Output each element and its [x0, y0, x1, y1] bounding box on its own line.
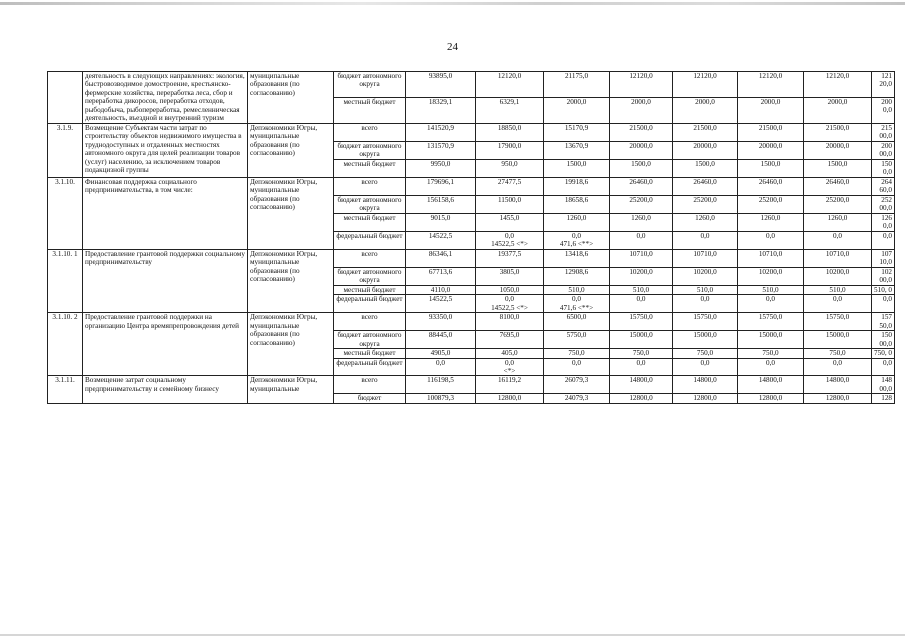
- funding-source: всего: [334, 123, 406, 141]
- amount-cell: 15750,0: [610, 313, 673, 331]
- table-row: [48, 249, 895, 267]
- item-description: деятельность в следующих направлениях: экология, быстровозводимое домостроение, крестьянско-фермерские хозяйства, переработка леса, сбор и переработка дикоросов, переработка отходов, рыбодобыча, рыбопереработка, ремесленническая деятельность, въездной и внутренний туризм: [83, 72, 248, 124]
- amount-cell: 148 00,0: [872, 376, 895, 394]
- amount-cell: 88445,0: [406, 331, 476, 349]
- amount-cell: 510,0: [610, 285, 673, 294]
- amount-cell: 150 00,0: [872, 331, 895, 349]
- amount-cell: 8100,0: [476, 313, 544, 331]
- amount-cell: 100879,3: [406, 394, 476, 403]
- item-responsible: Депэкономики Югры, муниципальные образования (по согласованию): [248, 123, 334, 177]
- amount-cell: 17900,0: [476, 141, 544, 159]
- amount-cell: 510,0: [804, 285, 872, 294]
- amount-cell: 6329,1: [476, 97, 544, 123]
- amount-cell: 1500,0: [610, 159, 673, 177]
- item-description: Финансовая поддержка социального предпринимательства, в том числе:: [83, 177, 248, 249]
- amount-cell: 4905,0: [406, 349, 476, 358]
- amount-footnote: 471,6 <**>: [559, 240, 594, 249]
- amount-cell: 252 00,0: [872, 195, 895, 213]
- funding-source: федеральный бюджет: [334, 358, 406, 376]
- amount-cell: 67713,6: [406, 267, 476, 285]
- amount-cell: 2000,0: [673, 97, 738, 123]
- amount-cell: 25200,0: [804, 195, 872, 213]
- amount-cell: 21500,0: [673, 123, 738, 141]
- item-description: Возмещение Субъектам части затрат по строительству объектов недвижимого имущества в труднодоступных и отдаленных местностях автономного округа для целей реализации товаров (услуг) населению, за исключением товаров подакцизной группы: [83, 123, 248, 177]
- amount-cell: 0,0: [610, 231, 673, 249]
- amount-cell: 1260,0: [804, 213, 872, 231]
- amount-cell: 12800,0: [476, 394, 544, 403]
- item-number: [48, 72, 83, 124]
- amount-cell: 15750,0: [738, 313, 804, 331]
- amount-cell: 0,0: [673, 358, 738, 376]
- funding-source: местный бюджет: [334, 213, 406, 231]
- amount-cell: 2000,0: [544, 97, 610, 123]
- amount-cell: 2000,0: [738, 97, 804, 123]
- funding-source: бюджет: [334, 394, 406, 403]
- amount-cell: 20000,0: [804, 141, 872, 159]
- amount-cell: 200 0,0: [872, 97, 895, 123]
- amount-cell: [476, 358, 544, 376]
- amount-cell: 12800,0: [673, 394, 738, 403]
- amount-cell: 0,0: [610, 295, 673, 313]
- amount-cell: 9950,0: [406, 159, 476, 177]
- amount-cell: 9015,0: [406, 213, 476, 231]
- amount-cell: 5750,0: [544, 331, 610, 349]
- amount-cell: 19918,6: [544, 177, 610, 195]
- amount-cell: 25200,0: [610, 195, 673, 213]
- amount-cell: 12120,0: [673, 72, 738, 98]
- amount-footnote: 14522,5 <*>: [491, 240, 528, 249]
- amount-value: 0,0: [505, 231, 514, 240]
- amount-cell: 0,0: [738, 295, 804, 313]
- amount-cell: 15000,0: [738, 331, 804, 349]
- amount-cell: 10710,0: [610, 249, 673, 267]
- table-row: [48, 72, 895, 98]
- amount-cell: 13418,6: [544, 249, 610, 267]
- amount-cell: 0,0: [610, 358, 673, 376]
- amount-value: 0,0: [505, 358, 514, 367]
- amount-cell: 15000,0: [804, 331, 872, 349]
- amount-cell: 15750,0: [673, 313, 738, 331]
- funding-source: всего: [334, 177, 406, 195]
- amount-value: 0,0: [572, 231, 581, 240]
- amount-cell: 14800,0: [610, 376, 673, 394]
- amount-value: 0,0: [572, 295, 581, 304]
- table-row: [48, 123, 895, 141]
- amount-cell: 4110,0: [406, 285, 476, 294]
- amount-cell: 10200,0: [610, 267, 673, 285]
- amount-cell: 10710,0: [673, 249, 738, 267]
- funding-source: федеральный бюджет: [334, 295, 406, 313]
- amount-footnote: 471,6 <**>: [559, 303, 594, 312]
- table-row: [48, 177, 895, 195]
- budget-table: [47, 71, 895, 404]
- amount-cell: 12120,0: [610, 72, 673, 98]
- amount-cell: 131570,9: [406, 141, 476, 159]
- amount-cell: 0,0: [804, 358, 872, 376]
- amount-cell: 20000,0: [610, 141, 673, 159]
- amount-cell: 121 20,0: [872, 72, 895, 98]
- amount-cell: 0,0: [738, 231, 804, 249]
- item-number: 3.1.9.: [48, 123, 83, 177]
- amount-cell: 0,0: [673, 295, 738, 313]
- amount-cell: 1500,0: [738, 159, 804, 177]
- amount-cell: 157 50,0: [872, 313, 895, 331]
- amount-cell: 26460,0: [673, 177, 738, 195]
- amount-cell: 12120,0: [476, 72, 544, 98]
- amount-cell: 12908,6: [544, 267, 610, 285]
- amount-cell: 18329,1: [406, 97, 476, 123]
- amount-cell: 12800,0: [610, 394, 673, 403]
- amount-cell: 1260,0: [610, 213, 673, 231]
- amount-cell: 750,0: [804, 349, 872, 358]
- amount-cell: 510,0: [544, 285, 610, 294]
- item-responsible: Депэкономики Югры, муниципальные: [248, 376, 334, 403]
- table-row: [48, 313, 895, 331]
- amount-cell: 16119,2: [476, 376, 544, 394]
- funding-source: бюджет автономного округа: [334, 195, 406, 213]
- amount-cell: 179696,1: [406, 177, 476, 195]
- amount-cell: 14800,0: [804, 376, 872, 394]
- amount-cell: 1500,0: [544, 159, 610, 177]
- funding-source: местный бюджет: [334, 285, 406, 294]
- amount-cell: 1260,0: [544, 213, 610, 231]
- amount-cell: 150 0,0: [872, 159, 895, 177]
- amount-cell: 0,0: [673, 231, 738, 249]
- amount-cell: 405,0: [476, 349, 544, 358]
- amount-cell: 126 0,0: [872, 213, 895, 231]
- amount-cell: [476, 295, 544, 313]
- amount-cell: 2000,0: [804, 97, 872, 123]
- scan-edge-bottom: [0, 634, 905, 636]
- amount-cell: 12800,0: [738, 394, 804, 403]
- amount-cell: 107 10,0: [872, 249, 895, 267]
- amount-cell: 102 00,0: [872, 267, 895, 285]
- item-number: 3.1.10. 2: [48, 313, 83, 376]
- funding-source: федеральный бюджет: [334, 231, 406, 249]
- funding-source: всего: [334, 376, 406, 394]
- page-number: 24: [447, 41, 458, 53]
- funding-source: бюджет автономного округа: [334, 141, 406, 159]
- amount-cell: 24079,3: [544, 394, 610, 403]
- item-description: Предоставление грантовой поддержки социальному предпринимательству: [83, 249, 248, 312]
- amount-cell: 750, 0: [872, 349, 895, 358]
- amount-cell: 1050,0: [476, 285, 544, 294]
- funding-source: бюджет автономного округа: [334, 331, 406, 349]
- amount-cell: 0,0: [406, 358, 476, 376]
- amount-cell: 25200,0: [673, 195, 738, 213]
- amount-cell: 116198,5: [406, 376, 476, 394]
- funding-source: всего: [334, 313, 406, 331]
- amount-cell: 21500,0: [610, 123, 673, 141]
- item-responsible: Депэкономики Югры, муниципальные образования (по согласованию): [248, 249, 334, 312]
- amount-cell: 26460,0: [804, 177, 872, 195]
- item-responsible: муниципальные образования (по согласованию): [248, 72, 334, 124]
- amount-cell: [476, 231, 544, 249]
- amount-cell: 1500,0: [673, 159, 738, 177]
- amount-cell: 1260,0: [738, 213, 804, 231]
- amount-footnote: 14522,5 <*>: [491, 303, 528, 312]
- amount-cell: [544, 231, 610, 249]
- amount-cell: 19377,5: [476, 249, 544, 267]
- amount-cell: 10710,0: [804, 249, 872, 267]
- item-number: 3.1.11.: [48, 376, 83, 403]
- amount-cell: 750,0: [544, 349, 610, 358]
- amount-cell: 12120,0: [804, 72, 872, 98]
- amount-cell: 3805,0: [476, 267, 544, 285]
- amount-cell: 15170,9: [544, 123, 610, 141]
- amount-cell: 10200,0: [738, 267, 804, 285]
- amount-cell: 510,0: [738, 285, 804, 294]
- amount-cell: 14522,5: [406, 231, 476, 249]
- amount-cell: 950,0: [476, 159, 544, 177]
- item-description: Возмещение затрат социальному предпринимательству и семейному бизнесу: [83, 376, 248, 403]
- amount-cell: 0,0: [872, 295, 895, 313]
- amount-cell: 2000,0: [610, 97, 673, 123]
- amount-cell: 510, 0: [872, 285, 895, 294]
- amount-cell: 0,0: [804, 231, 872, 249]
- amount-cell: 14522,5: [406, 295, 476, 313]
- table-row: [48, 376, 895, 394]
- amount-cell: 6500,0: [544, 313, 610, 331]
- amount-cell: 750,0: [610, 349, 673, 358]
- funding-source: местный бюджет: [334, 97, 406, 123]
- amount-cell: 15000,0: [673, 331, 738, 349]
- amount-cell: 0,0: [804, 295, 872, 313]
- amount-cell: 264 60,0: [872, 177, 895, 195]
- amount-footnote: <*>: [503, 366, 516, 375]
- amount-cell: 18850,0: [476, 123, 544, 141]
- item-responsible: Депэкономики Югры, муниципальные образования (по согласованию): [248, 313, 334, 376]
- item-description: Предоставление грантовой поддержки на организацию Центра времяпрепровождения детей: [83, 313, 248, 376]
- amount-cell: 14800,0: [738, 376, 804, 394]
- amount-cell: 0,0: [544, 358, 610, 376]
- amount-cell: 1455,0: [476, 213, 544, 231]
- amount-cell: 21175,0: [544, 72, 610, 98]
- amount-cell: 215 00,0: [872, 123, 895, 141]
- amount-cell: 15750,0: [804, 313, 872, 331]
- amount-cell: 93895,0: [406, 72, 476, 98]
- amount-cell: 26079,3: [544, 376, 610, 394]
- amount-cell: 141520,9: [406, 123, 476, 141]
- amount-cell: 20000,0: [673, 141, 738, 159]
- funding-source: всего: [334, 249, 406, 267]
- amount-cell: 510,0: [673, 285, 738, 294]
- amount-cell: 0,0: [738, 358, 804, 376]
- amount-cell: 26460,0: [610, 177, 673, 195]
- amount-cell: 27477,5: [476, 177, 544, 195]
- scan-edge-top: [0, 2, 905, 5]
- amount-cell: 21500,0: [738, 123, 804, 141]
- amount-cell: 21500,0: [804, 123, 872, 141]
- amount-cell: 14800,0: [673, 376, 738, 394]
- item-number: 3.1.10. 1: [48, 249, 83, 312]
- amount-cell: 10200,0: [673, 267, 738, 285]
- amount-cell: 25200,0: [738, 195, 804, 213]
- amount-cell: 0,0: [872, 358, 895, 376]
- amount-cell: 0,0: [872, 231, 895, 249]
- amount-cell: 10200,0: [804, 267, 872, 285]
- amount-cell: 26460,0: [738, 177, 804, 195]
- amount-cell: 20000,0: [738, 141, 804, 159]
- funding-source: местный бюджет: [334, 349, 406, 358]
- amount-cell: [544, 295, 610, 313]
- amount-cell: 15000,0: [610, 331, 673, 349]
- amount-cell: 12800,0: [804, 394, 872, 403]
- amount-cell: 128: [872, 394, 895, 403]
- amount-cell: 12120,0: [738, 72, 804, 98]
- amount-cell: 750,0: [738, 349, 804, 358]
- amount-cell: 1500,0: [804, 159, 872, 177]
- amount-cell: 86346,1: [406, 249, 476, 267]
- funding-source: местный бюджет: [334, 159, 406, 177]
- amount-cell: 156158,6: [406, 195, 476, 213]
- amount-cell: 1260,0: [673, 213, 738, 231]
- amount-cell: 10710,0: [738, 249, 804, 267]
- amount-cell: 11500,0: [476, 195, 544, 213]
- amount-cell: 750,0: [673, 349, 738, 358]
- amount-cell: 93350,0: [406, 313, 476, 331]
- amount-cell: 13670,9: [544, 141, 610, 159]
- funding-source: бюджет автономного округа: [334, 267, 406, 285]
- item-number: 3.1.10.: [48, 177, 83, 249]
- item-responsible: Депэкономики Югры, муниципальные образования (по согласованию): [248, 177, 334, 249]
- funding-source: бюджет автономного округа: [334, 72, 406, 98]
- amount-cell: 200 00,0: [872, 141, 895, 159]
- table-body: [48, 72, 895, 404]
- amount-cell: 7695,0: [476, 331, 544, 349]
- amount-value: 0,0: [505, 295, 514, 304]
- amount-cell: 18658,6: [544, 195, 610, 213]
